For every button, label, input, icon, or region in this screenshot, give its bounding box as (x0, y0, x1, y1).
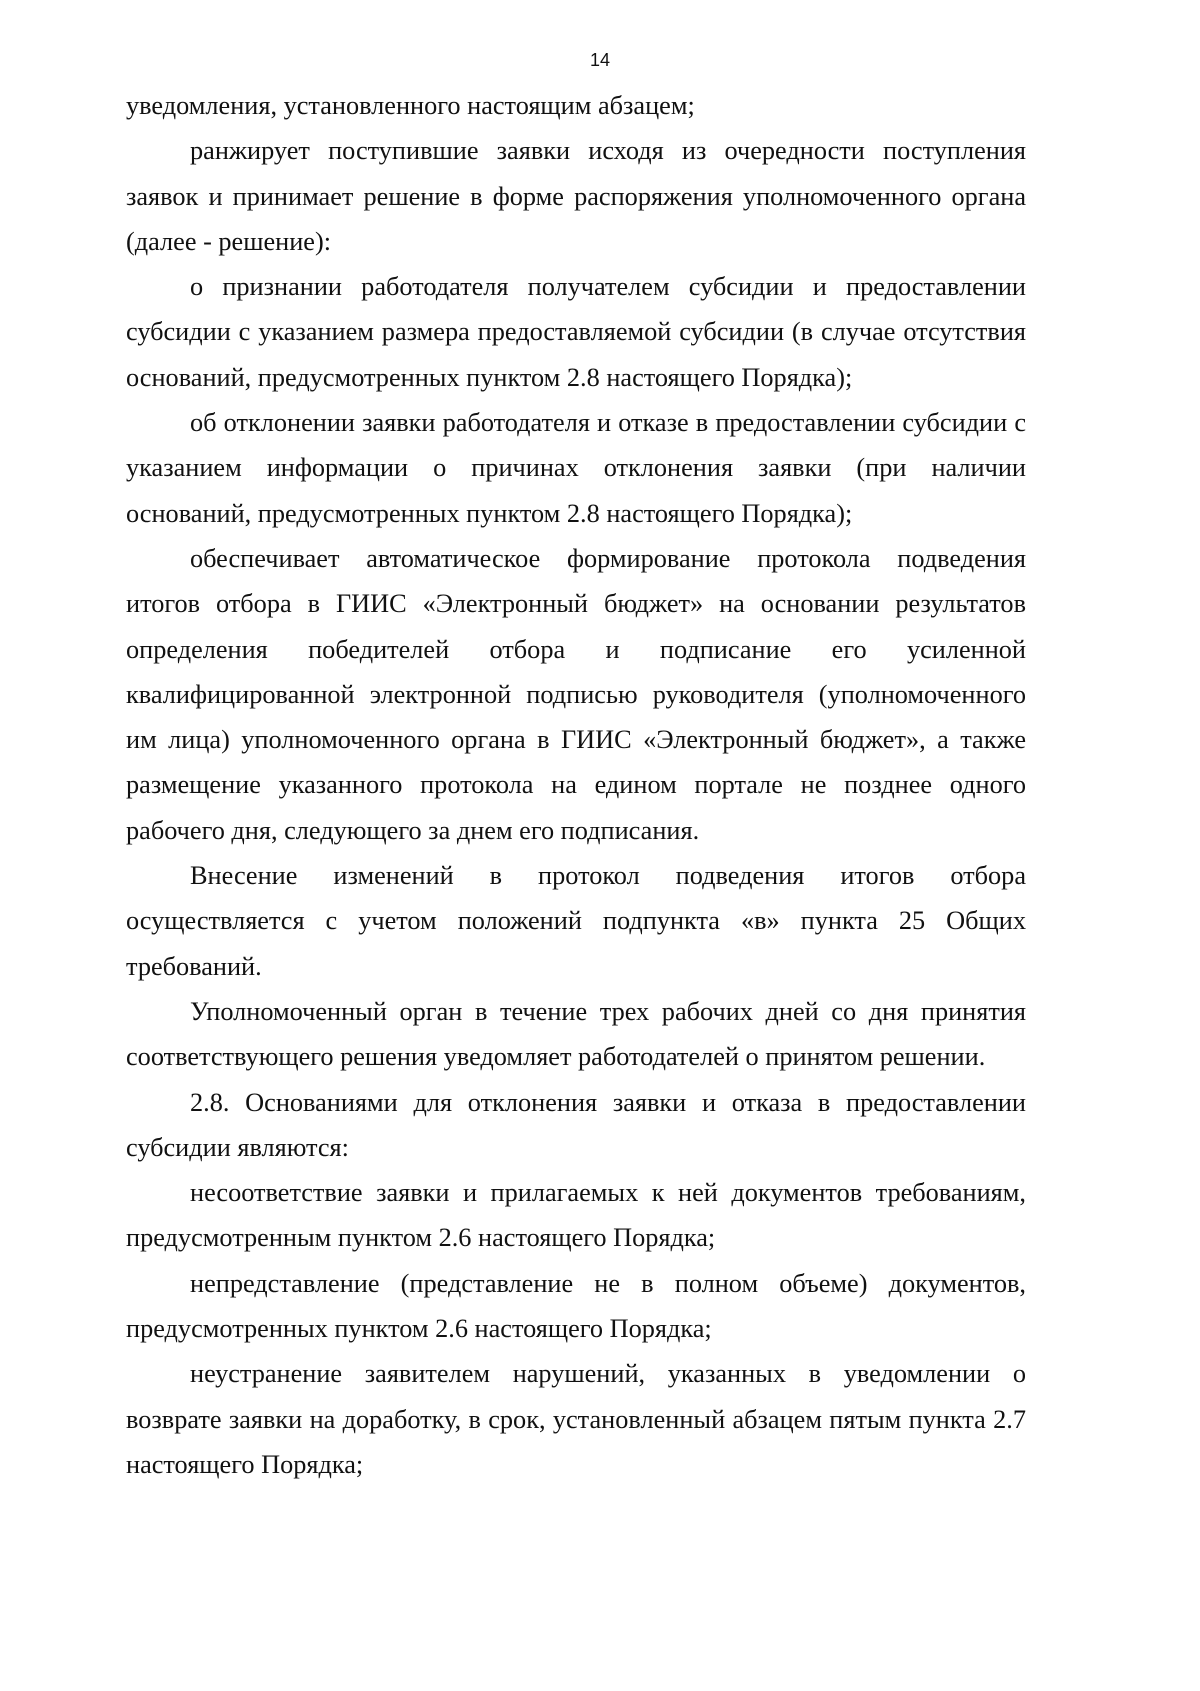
paragraph-rejection: об отклонении заявки работодателя и отказе в предоставлении субсидии с указанием информации о причинах отклонения заявки (при наличии оснований, предусмотренных пунктом 2.8 настоящего Порядка); (126, 408, 1026, 528)
paragraph-notification: Уполномоченный орган в течение трех рабочих дней со дня принятия соответствующего решения уведомляет работодателей о принятом решении. (126, 996, 1026, 1072)
paragraph-recognition: о признании работодателя получателем субсидии и предоставлении субсидии с указанием размера предоставляемой субсидии (в случае отсутствия оснований, предусмотренных пунктом 2.8 настоящего Порядка); (126, 272, 1026, 392)
paragraph-protocol: обеспечивает автоматическое формирование протокола подведения итогов отбора в ГИИС «Электронный бюджет» на основании результатов определения победителей отбора и подписание его усиленной квалифицированной электронной подписью руководителя (уполномоченного им лица) уполномоченного органа в ГИИС «Электронный бюджет», а также размещение указанного протокола на едином портале не позднее одного рабочего дня, следующего за днем его подписания. (126, 543, 1026, 845)
paragraph-section-2-8: 2.8. Основаниями для отклонения заявки и отказа в предоставлении субсидии являются: (126, 1087, 1026, 1162)
paragraph-ground-noncorrection: неустранение заявителем нарушений, указанных в уведомлении о возврате заявки на доработку, в срок, установленный абзацем пятым пункта 2.7 настоящего Порядка; (126, 1359, 1026, 1479)
paragraph-ground-nonsubmission: непредставление (представление не в полном объеме) документов, предусмотренных пунктом 2.6 настоящего Порядка; (126, 1268, 1026, 1344)
paragraph-ranking: ранжирует поступившие заявки исходя из очередности поступления заявок и принимает решение в форме распоряжения уполномоченного органа (далее - решение): (126, 136, 1026, 256)
page-number: 14 (589, 50, 611, 70)
paragraph-protocol-changes: Внесение изменений в протокол подведения итогов отбора осуществляется с учетом положений подпункта «в» пункта 25 Общих требований. (126, 861, 1026, 981)
paragraph-ground-nonconformity: несоответствие заявки и прилагаемых к ней документов требованиям, предусмотренным пунктом 2.6 настоящего Порядка; (126, 1178, 1026, 1253)
document-body (126, 83, 1026, 1487)
paragraph-continuation: уведомления, установленного настоящим абзацем; (126, 91, 695, 120)
